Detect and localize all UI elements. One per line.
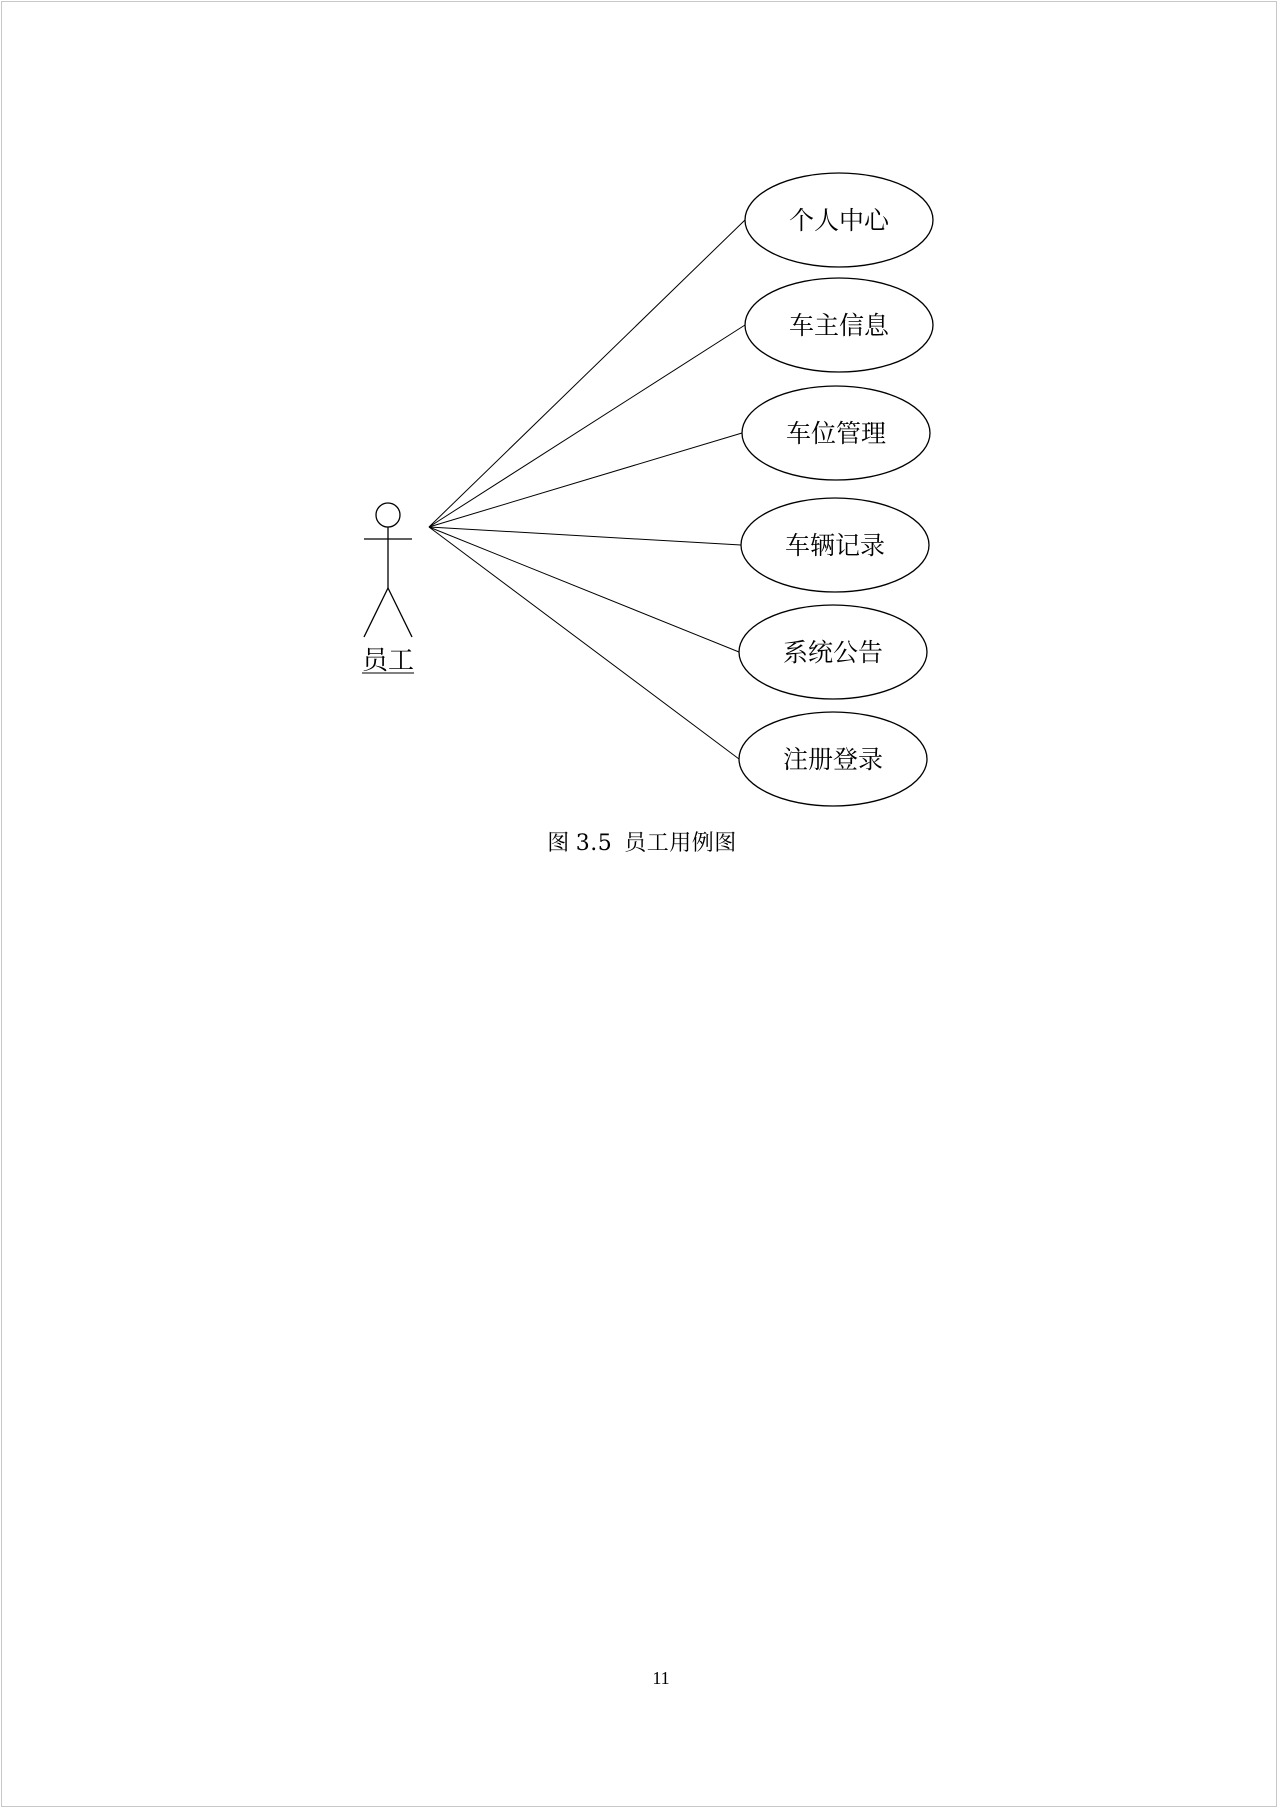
actor-right-leg — [388, 588, 412, 637]
association-line — [429, 527, 739, 759]
use-case-label: 个人中心 — [788, 206, 890, 235]
caption-number: 3.5 — [575, 831, 613, 856]
association-line — [429, 527, 739, 652]
association-line — [429, 527, 741, 545]
use-case-diagram-canvas — [2, 2, 1280, 822]
use-case-label: 注册登录 — [782, 745, 884, 774]
use-case-label: 车位管理 — [785, 419, 887, 448]
use-case-label: 车主信息 — [788, 311, 890, 340]
association-line — [429, 325, 745, 527]
use-case-label: 系统公告 — [782, 638, 884, 667]
association-line — [429, 220, 745, 527]
actor-figure — [364, 503, 412, 637]
figure-caption — [2, 826, 1280, 857]
actor-left-leg — [364, 588, 388, 637]
use-cases — [739, 173, 933, 806]
association-lines — [429, 220, 745, 759]
caption-title: 员工用例图 — [624, 831, 737, 856]
page — [1, 1, 1277, 1807]
page-number: 11 — [652, 1668, 670, 1688]
use-case-diagram — [2, 2, 1280, 822]
actor-label: 员工 — [361, 646, 415, 676]
association-line — [429, 433, 742, 527]
caption-prefix: 图 — [547, 831, 570, 856]
actor-head — [376, 503, 400, 527]
use-case-label: 车辆记录 — [784, 531, 886, 560]
